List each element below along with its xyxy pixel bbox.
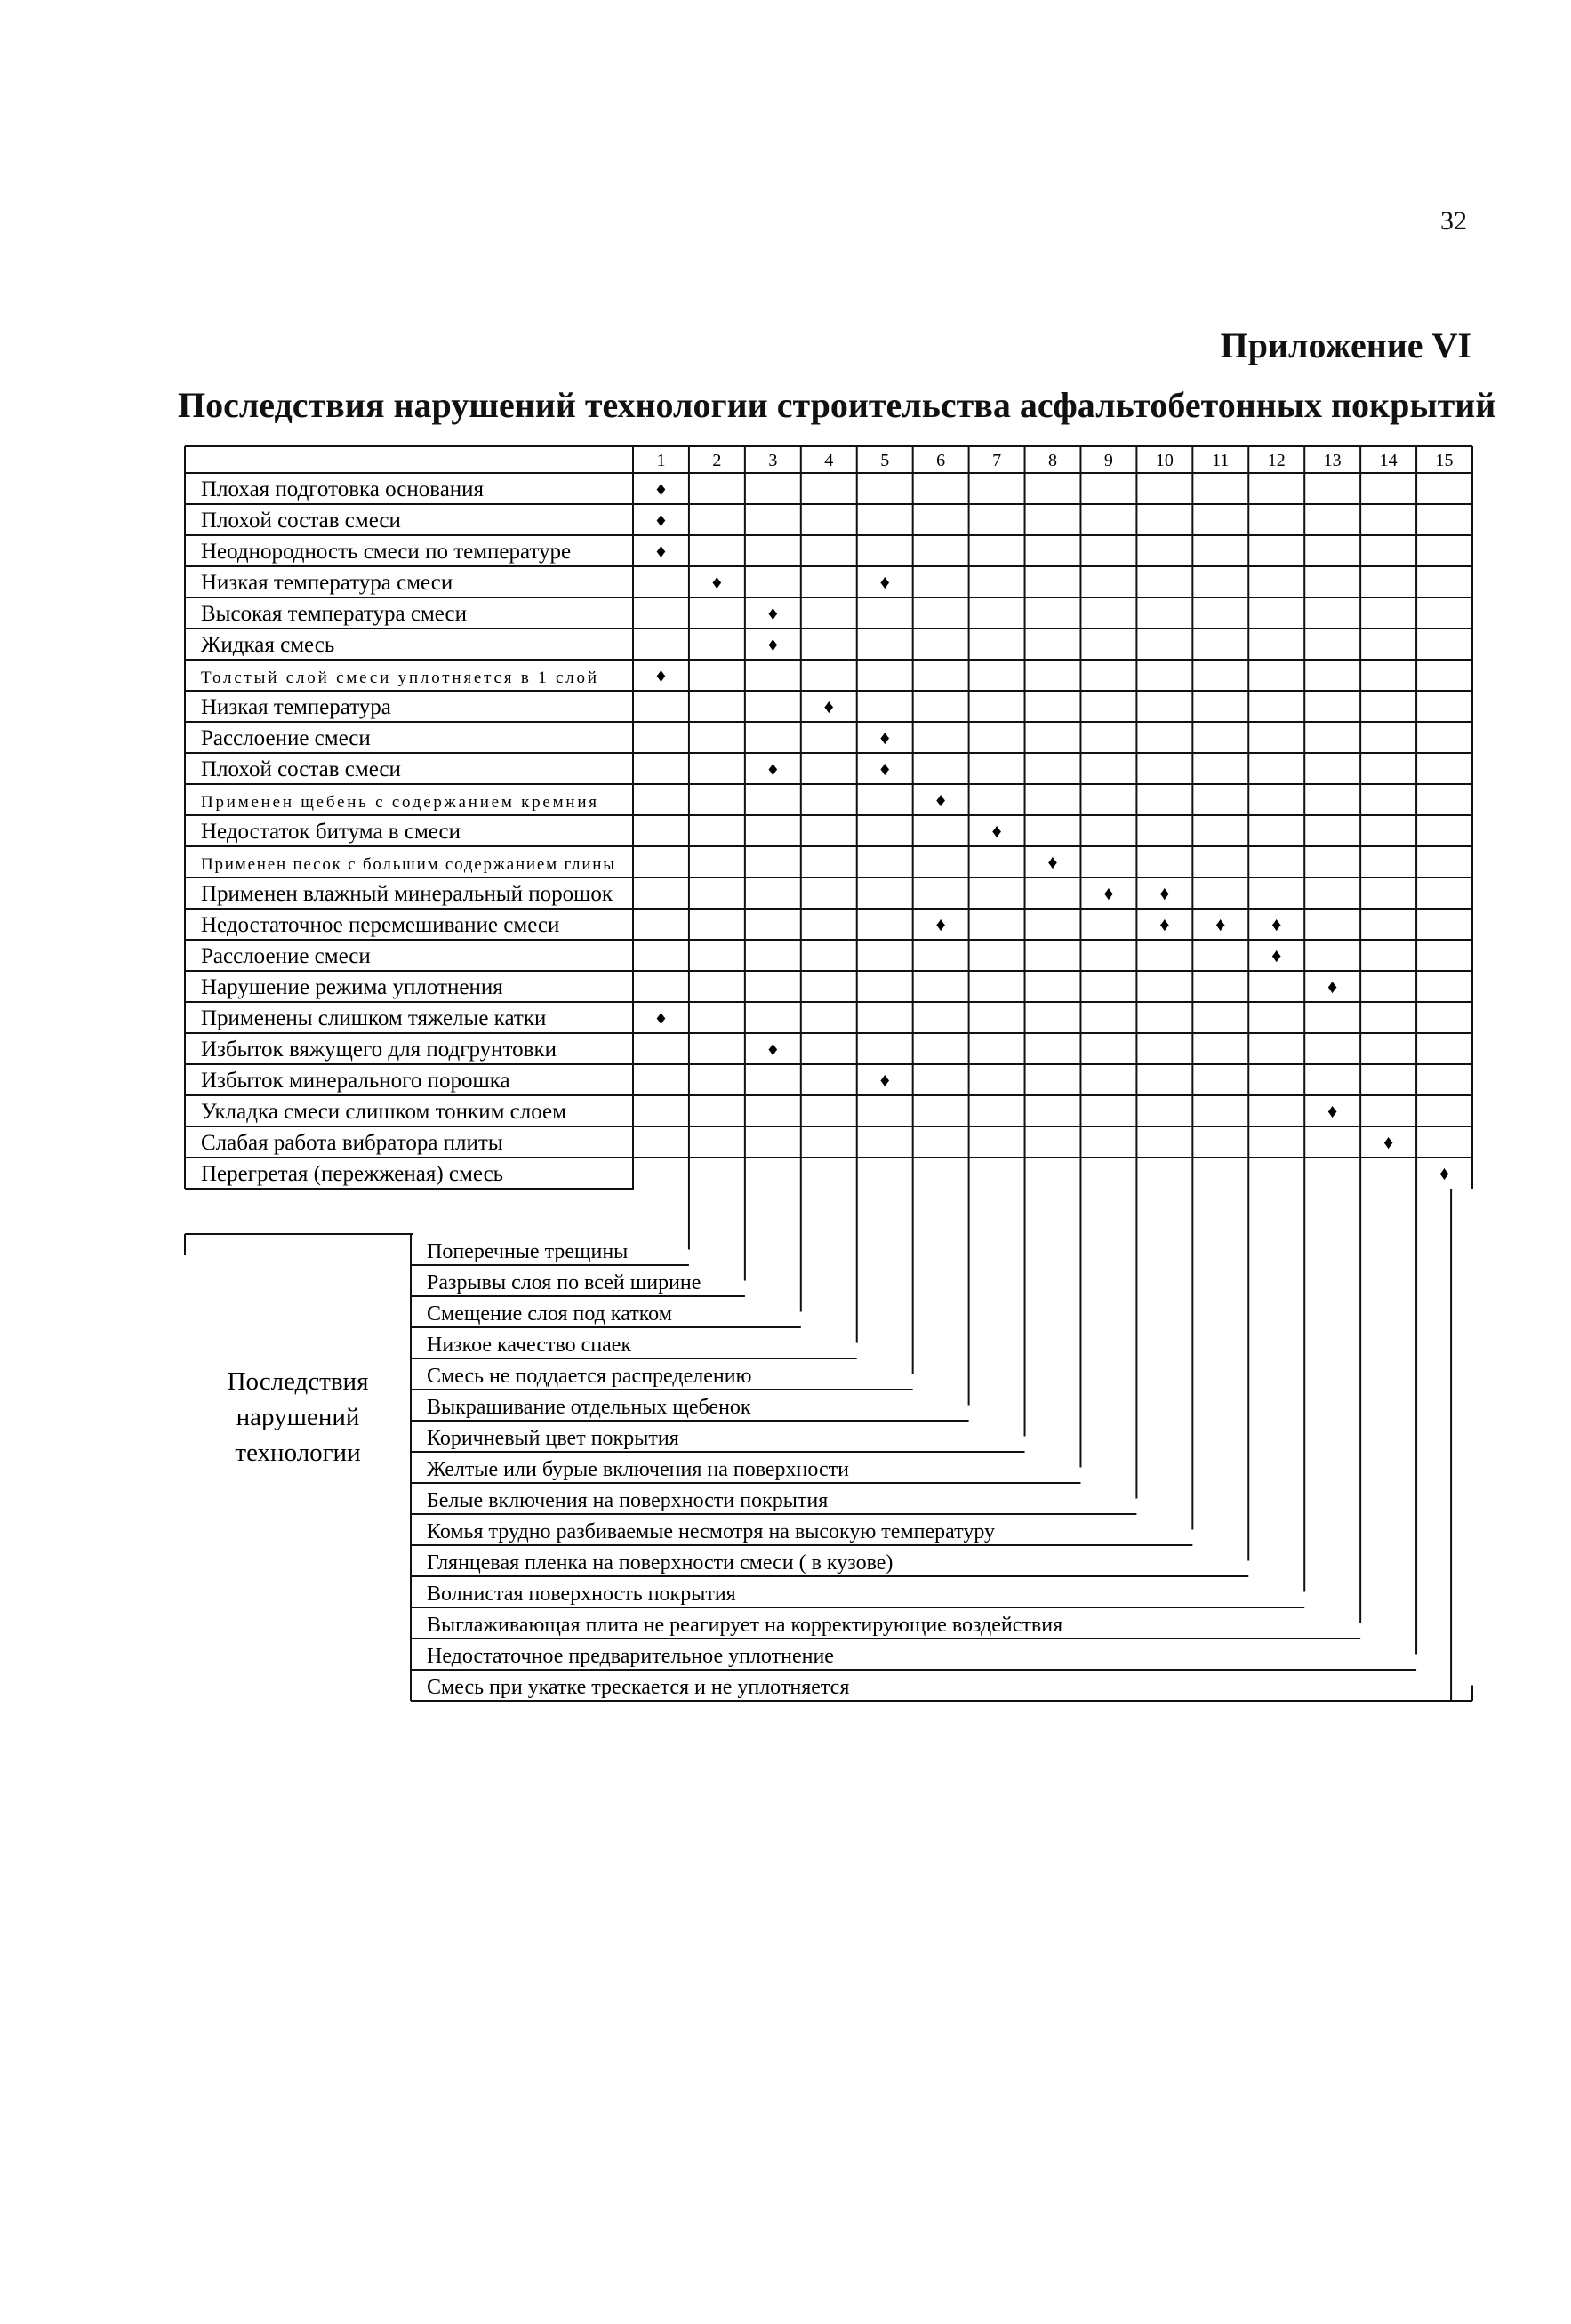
cause-label: Укладка смеси слишком тонким слоем	[201, 1100, 566, 1124]
marker-diamond: ♦	[1271, 913, 1282, 935]
consequence-label: Глянцевая пленка на поверхности смеси ( в кузове)	[427, 1551, 894, 1575]
consequence-label: Разрывы слоя по всей ширине	[427, 1271, 701, 1294]
cause-label: Плохой состав смеси	[201, 757, 401, 781]
cause-label: Плохой состав смеси	[201, 509, 401, 533]
marker-diamond: ♦	[655, 509, 667, 531]
consequence-label: Поперечные трещины	[427, 1240, 629, 1263]
cause-label: Высокая температура смеси	[201, 602, 467, 626]
column-number: 11	[1212, 451, 1230, 470]
consequence-label: Низкое качество спаек	[427, 1334, 632, 1357]
consequence-label: Выглаживающая плита не реагирует на корректирующие воздействия	[427, 1614, 1063, 1637]
legend-label: Последствия	[227, 1367, 369, 1396]
consequence-label: Комья трудно разбиваемые несмотря на высокую температуру	[427, 1520, 996, 1543]
consequence-label: Белые включения на поверхности покрытия	[427, 1489, 829, 1512]
marker-diamond: ♦	[1215, 913, 1226, 935]
column-number: 4	[824, 451, 834, 470]
marker-diamond: ♦	[1271, 944, 1282, 966]
appendix-label: Приложение VI	[1220, 325, 1471, 365]
cause-label: Толстый слой смеси уплотняется в 1 слой	[201, 669, 597, 687]
marker-diamond: ♦	[767, 633, 778, 655]
marker-diamond: ♦	[711, 571, 723, 593]
column-number: 15	[1435, 451, 1454, 470]
consequence-label: Выкрашивание отдельных щебенок	[427, 1396, 751, 1419]
column-number-row	[656, 451, 1453, 470]
cause-label: Нарушение режима уплотнения	[201, 975, 503, 999]
marker-diamond: ♦	[1439, 1162, 1450, 1184]
cause-label: Плохая подготовка основания	[201, 477, 485, 501]
column-number: 1	[656, 451, 666, 470]
cause-label: Низкая температура	[201, 695, 391, 719]
marker-diamond: ♦	[879, 726, 890, 749]
cause-label: Применен щебень с содержанием кремния	[201, 793, 597, 812]
column-number: 13	[1323, 451, 1342, 470]
cause-label: Расслоение смеси	[201, 726, 371, 750]
column-number: 3	[768, 451, 778, 470]
column-number: 2	[712, 451, 722, 470]
cause-list	[201, 477, 614, 1186]
column-number: 12	[1267, 451, 1286, 470]
cause-label: Жидкая смесь	[201, 633, 335, 657]
cause-label: Избыток вяжущего для подгрунтовки	[201, 1038, 557, 1062]
marker-diamond: ♦	[655, 1006, 667, 1029]
consequence-label: Желтые или бурые включения на поверхности	[427, 1458, 849, 1481]
cause-label: Применен песок с большим содержанием глины	[201, 855, 614, 874]
marker-diamond: ♦	[1159, 913, 1170, 935]
document-title: Последствия нарушений технологии строительства асфальтобетонных покрытий	[178, 385, 1496, 425]
marker-diamond: ♦	[1383, 1131, 1394, 1153]
column-number: 14	[1379, 451, 1398, 470]
marker-diamond: ♦	[1047, 851, 1058, 873]
marker-diamond: ♦	[767, 757, 778, 780]
marker-diamond: ♦	[823, 695, 834, 717]
marker-diamond: ♦	[655, 540, 667, 562]
column-number: 7	[992, 451, 1002, 470]
marker-diamond: ♦	[935, 789, 946, 811]
marker-diamond: ♦	[1159, 882, 1170, 904]
marker-diamond: ♦	[767, 1038, 778, 1060]
cause-label: Избыток минерального порошка	[201, 1069, 510, 1093]
cause-label: Недостаточное перемешивание смеси	[201, 913, 560, 937]
legend-label: нарушений	[236, 1403, 360, 1431]
cause-label: Недостаток битума в смеси	[201, 820, 461, 844]
consequence-label: Смещение слоя под катком	[427, 1302, 672, 1326]
column-number: 5	[880, 451, 890, 470]
column-number: 9	[1103, 451, 1113, 470]
marker-diamond: ♦	[879, 571, 890, 593]
consequence-label: Коричневый цвет покрытия	[427, 1427, 679, 1450]
legend-block	[228, 1367, 369, 1467]
cause-label: Низкая температура смеси	[201, 571, 453, 595]
marker-diamond: ♦	[655, 664, 667, 686]
column-number: 6	[936, 451, 946, 470]
marker-layer	[656, 477, 1449, 1184]
marker-diamond: ♦	[935, 913, 946, 935]
marker-diamond: ♦	[879, 1069, 890, 1091]
consequence-label: Смесь не поддается распределению	[427, 1365, 752, 1388]
legend-label: технологии	[235, 1438, 361, 1467]
marker-diamond: ♦	[991, 820, 1002, 842]
cause-label: Перегретая (пережженая) смесь	[201, 1162, 504, 1186]
cause-label: Неоднородность смеси по температуре	[201, 540, 572, 564]
column-number: 10	[1155, 451, 1174, 470]
marker-diamond: ♦	[1103, 882, 1114, 904]
consequence-label: Недостаточное предварительное уплотнение	[427, 1645, 834, 1668]
page-number: 32	[1440, 206, 1467, 236]
consequence-label: Волнистая поверхность покрытия	[427, 1583, 736, 1606]
marker-diamond: ♦	[879, 757, 890, 780]
marker-diamond: ♦	[767, 602, 778, 624]
cause-label: Расслоение смеси	[201, 944, 371, 968]
column-number: 8	[1048, 451, 1057, 470]
marker-diamond: ♦	[655, 477, 667, 500]
consequence-label: Смесь при укатке трескается и не уплотняется	[427, 1676, 850, 1699]
cause-label: Слабая работа вибратора плиты	[201, 1131, 503, 1155]
consequence-list	[427, 1240, 1062, 1699]
cause-label: Применены слишком тяжелые катки	[201, 1006, 547, 1030]
marker-diamond: ♦	[1327, 975, 1338, 998]
marker-diamond: ♦	[1327, 1100, 1338, 1122]
cause-label: Применен влажный минеральный порошок	[201, 882, 613, 906]
